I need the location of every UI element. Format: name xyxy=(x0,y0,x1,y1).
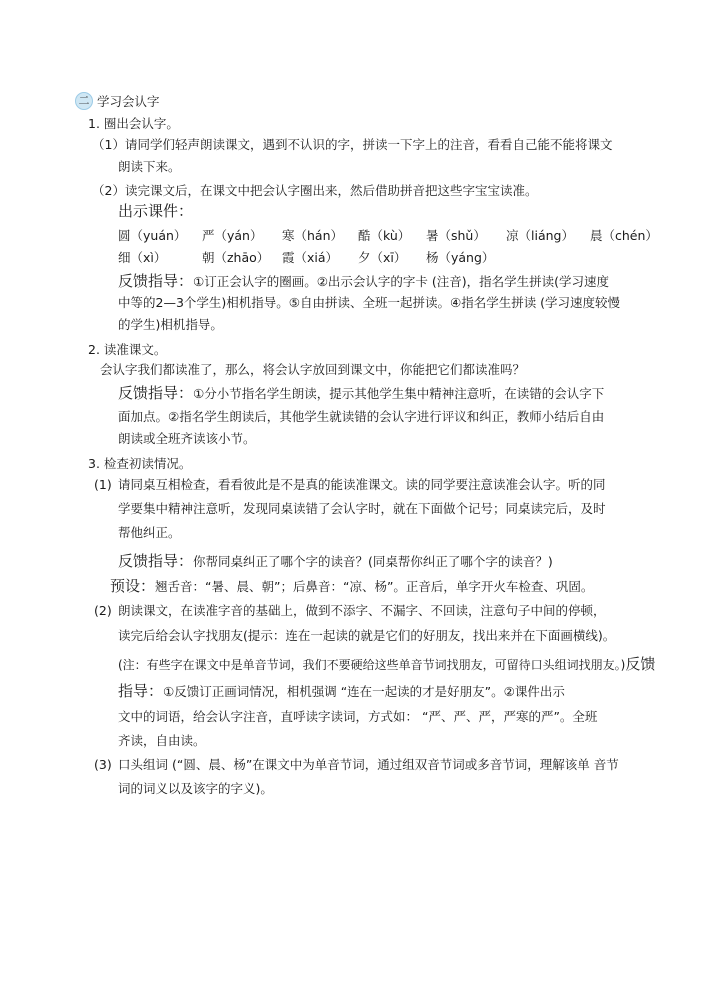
item3-guide-line2: 文中的词语，给会认字注音，直呼读字读词，方式如： “严、严、严，严寒的严”。全班 xyxy=(118,709,598,724)
char-item: 细（xì） xyxy=(118,250,167,265)
char-item: 圆（yuán） xyxy=(118,228,187,243)
item3-p1-line1: 请同桌互相检查，看看彼此是不是真的能读准课文。读的同学要注意读准会认字。听的同 xyxy=(118,477,606,492)
char-item: 霞（xiá） xyxy=(282,250,339,265)
item1-feedback-line2: 中等的2—3个学生)相机指导。⑤自由拼读、全班一起拼读。④指名学生拼读 (学习速度较慢 xyxy=(118,295,621,310)
char-item: 夕（xī） xyxy=(358,250,407,265)
item3-p2-line3 xyxy=(118,655,655,673)
char-item: 朝（zhāo） xyxy=(202,250,270,265)
item1-feedback-line1 xyxy=(118,272,609,290)
feedback-question: 你帮同桌纠正了哪个字的读音？(同桌帮你纠正了哪个字的读音？) xyxy=(193,554,553,569)
courseware-label: 出示课件： xyxy=(118,202,194,220)
item3-preset xyxy=(110,577,593,595)
item3-p1-line2: 学要集中精神注意听，发现同桌读错了会认字时，就在下面做个记号；同桌读完后，及时 xyxy=(118,501,606,516)
feedback-label: 反馈指导： xyxy=(118,384,194,402)
char-item: 凉（liáng） xyxy=(506,228,574,243)
item1-p2-line1: （2）读完课文后，在课文中把会认字圈出来，然后借助拼音把这些字宝宝读准。 xyxy=(92,183,538,198)
item3-p1-line3: 帮他纠正。 xyxy=(118,525,181,540)
item3-p2-number: (2) xyxy=(94,603,112,618)
item3-p3-line2: 词的词义以及该字的字义)。 xyxy=(118,781,273,796)
item3-p2-line1: 朗读课文，在读准字音的基础上，做到不添字、不漏字、不回读，注意句子中间的停顿， xyxy=(118,603,606,618)
item1-feedback-line3: 的学生)相机指导。 xyxy=(118,317,223,332)
feedback-label-start: 反馈 xyxy=(625,655,656,673)
item1-p1-line2: 朗读下来。 xyxy=(118,159,181,174)
item1-p1-line1: （1）请同学们轻声朗读课文，遇到不认识的字，拼读一下字上的注音，看看自己能不能将课文 xyxy=(92,137,613,152)
feedback-label: 反馈指导： xyxy=(118,552,194,570)
item2-feedback-line1 xyxy=(118,384,604,402)
char-item: 暑（shǔ） xyxy=(426,228,486,243)
item3-heading: 3. 检查初读情况。 xyxy=(88,456,192,471)
item3-p2-line2: 读完后给会认字找朋友(提示：连在一起读的就是它们的好朋友，找出来并在下面画横线)。 xyxy=(118,628,616,643)
item2-feedback-line2: 面加点。②指名学生朗读后，其他学生就读错的会认字进行评议和纠正，教师小结后自由 xyxy=(118,409,605,424)
item3-p3-line1: 口头组词 (“圆、晨、杨”在课文中为单音节词，通过组双音节词或多音节词，理解该单 音节 xyxy=(118,757,619,772)
item2-feedback-line3: 朗读或全班齐读该小节。 xyxy=(118,431,256,446)
item2-heading: 2. 读准课文。 xyxy=(88,342,167,357)
char-item: 寒（hán） xyxy=(282,228,344,243)
item3-p1-number: (1) xyxy=(94,477,112,492)
guide-text: ①反馈订正画词情况，相机强调 “连在一起读的才是好朋友”。②课件出示 xyxy=(163,684,565,699)
feedback-text: ①分小节指名学生朗读，提示其他学生集中精神注意听，在读错的会认字下 xyxy=(193,386,605,401)
item3-p3-number: (3) xyxy=(94,757,112,772)
section-number-badge: 二 xyxy=(75,92,93,110)
item3-guide-line3: 齐读，自由读。 xyxy=(118,733,206,748)
char-item: 杨（yáng） xyxy=(426,250,495,265)
section-title: 学习会认字 xyxy=(97,94,160,109)
preset-text: 翘舌音：“暑、晨、朝”；后鼻音：“凉、杨”。正音后，单字开火车检查、巩固。 xyxy=(155,579,594,594)
feedback-label: 反馈指导： xyxy=(118,272,194,290)
feedback-text: ①订正会认字的圈画。②出示会认字的字卡 (注音)，指名学生拼读(学习速度 xyxy=(193,274,610,289)
char-item: 酷（kù） xyxy=(358,228,411,243)
char-item: 严（yán） xyxy=(202,228,263,243)
item1-heading: 1. 圈出会认字。 xyxy=(88,116,179,131)
char-item: 晨（chén） xyxy=(590,228,658,243)
item3-guide-line1 xyxy=(118,682,565,700)
item3-feedback xyxy=(118,552,553,570)
preset-label: 预设： xyxy=(110,577,156,595)
guide-label: 指导： xyxy=(118,682,164,700)
p2-note: (注：有些字在课文中是单音节词，我们不要硬给这些单音节词找朋友，可留待口头组词找朋友。) xyxy=(118,658,626,672)
item2-intro: 会认字我们都读准了，那么，将会认字放回到课文中，你能把它们都读准吗？ xyxy=(100,362,526,377)
